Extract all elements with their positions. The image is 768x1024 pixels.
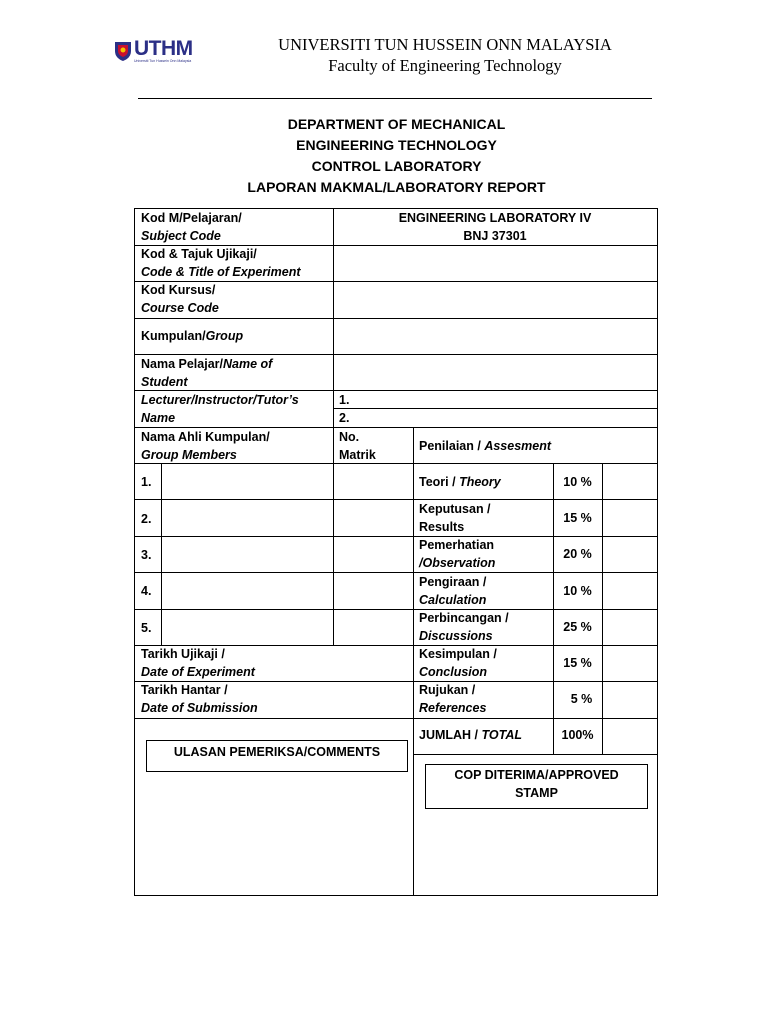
group-members-label: Nama Ahli Kumpulan/ Group Members [141,430,270,462]
logo-subtext: Universiti Tun Hussein Onn Malaysia [134,59,192,63]
assessment-criterion: Pengiraan / Calculation [419,575,487,607]
lecturer-name-label: Lecturer/Instructor/Tutor’s Name [141,393,299,425]
column-divider [413,427,414,895]
stamp-label-line-1: COP DITERIMA/APPROVED [454,768,619,782]
assessment-criterion: Keputusan / Results [419,502,491,534]
title-line-3: CONTROL LABORATORY [311,158,482,174]
title-line-2: ENGINEERING TECHNOLOGY [296,137,497,153]
lecturer-slot-2: 2. [339,411,350,425]
matric-number-label: No. Matrik [339,430,376,462]
assessment-criterion: Perbincangan / Discussions [419,611,509,643]
group-label: Kumpulan/Group [141,329,244,343]
member-number: 5. [141,621,152,635]
header-divider [138,98,652,99]
report-title: LAPORAN MAKMAL/LABORATORY REPORT [247,179,546,195]
approved-stamp-box [425,764,648,809]
faculty-name: Faculty of Engineering Technology [328,56,562,75]
university-name: UNIVERSITI TUN HUSSEIN ONN MALAYSIA [278,35,612,54]
row-divider [413,754,657,755]
assessment-weight: 15 % [563,656,592,670]
assessment-criterion: Pemerhatian /Observation [419,538,496,570]
assessment-weight: 10 % [563,475,592,489]
assessment-weight: 20 % [563,547,592,561]
row-divider [135,718,657,719]
subject-code-value: ENGINEERING LABORATORY IV BNJ 37301 [398,211,592,243]
assessment-criterion: Teori / Theory [419,475,501,489]
assessment-weight: 15 % [563,511,592,525]
comments-label: ULASAN PEMERIKSA/COMMENTS [173,745,381,759]
row-divider [135,499,657,500]
title-line-1: DEPARTMENT OF MECHANICAL [287,116,506,132]
column-divider [333,427,334,645]
member-number: 1. [141,475,152,489]
comments-box [146,740,408,772]
subject-code-label: Kod M/Pelajaran/ Subject Code [141,211,242,243]
assessment-label: Penilaian / Assesment [419,439,552,453]
student-name-label: Nama Pelajar/Name of Student [141,357,273,389]
report-cover-form [134,208,658,896]
row-divider [135,609,657,610]
row-divider [135,572,657,573]
row-divider [333,408,657,409]
logo-wordmark: UTHM [134,37,193,60]
assessment-criterion: Kesimpulan / Conclusion [419,647,497,679]
assessment-criterion: Rujukan / References [419,683,487,715]
uthm-crest-icon [114,40,132,62]
stamp-label-line-2: STAMP [515,786,558,800]
assessment-total-label: JUMLAH / TOTAL [419,728,523,742]
experiment-date-label: Tarikh Ujikaji / Date of Experiment [141,647,255,679]
assessment-weight: 25 % [563,620,592,634]
row-divider [135,318,657,319]
member-number: 4. [141,584,152,598]
lecturer-slot-1: 1. [339,393,350,407]
course-code-label: Kod Kursus/ Course Code [141,283,219,315]
column-divider [602,463,603,754]
row-divider [135,536,657,537]
submission-date-label: Tarikh Hantar / Date of Submission [141,683,258,715]
member-number: 2. [141,512,152,526]
column-divider [553,463,554,754]
assessment-total-value: 100% [561,728,594,742]
experiment-label: Kod & Tajuk Ujikaji/ Code & Title of Experiment [141,247,301,279]
assessment-weight: 5 % [570,692,593,706]
column-divider [161,463,162,645]
member-number: 3. [141,548,152,562]
assessment-weight: 10 % [563,584,592,598]
